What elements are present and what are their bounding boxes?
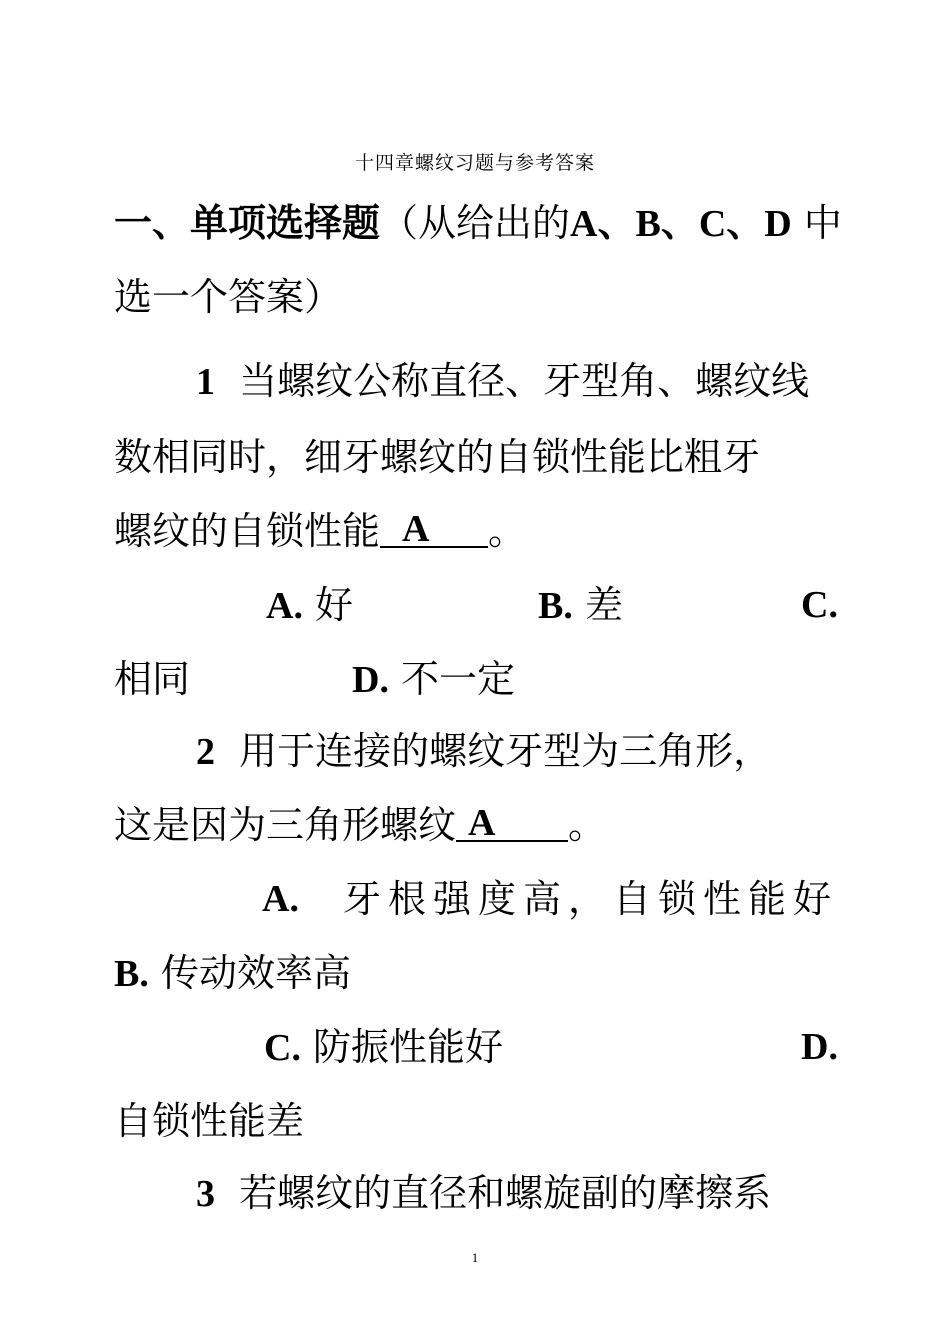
question-1-line3 bbox=[114, 506, 838, 556]
option-2-a bbox=[262, 874, 838, 924]
question-2-prefix: 这是因为三角形螺纹 bbox=[114, 803, 457, 847]
document-title: 十四章螺纹习题与参考答案 bbox=[354, 152, 595, 174]
section-heading bbox=[114, 198, 842, 248]
answer-blank-1 bbox=[380, 506, 488, 548]
answer-1: A bbox=[402, 508, 430, 550]
option-2-b-text: 传动效率高 bbox=[160, 951, 351, 995]
question-3-text-line1: 若螺纹的直径和螺旋副的摩擦系 bbox=[239, 1171, 772, 1215]
option-2-b-letter: B. bbox=[114, 953, 149, 995]
option-2-b bbox=[114, 948, 838, 998]
section-heading-line2: 选一个答案） bbox=[114, 275, 343, 319]
page-number: 1 bbox=[471, 1250, 479, 1265]
option-2-c-letter: C. bbox=[264, 1027, 301, 1069]
question-1-line1 bbox=[196, 356, 838, 406]
question-2-line1 bbox=[196, 726, 838, 776]
question-2-options-row3 bbox=[114, 1022, 838, 1072]
option-2-c bbox=[264, 1022, 503, 1073]
option-1-b bbox=[538, 580, 623, 631]
question-2-text-line1: 用于连接的螺纹牙型为三角形， bbox=[239, 729, 772, 773]
question-1-prefix: 螺纹的自锁性能 bbox=[114, 509, 381, 553]
question-2-number: 2 bbox=[196, 731, 215, 773]
option-1-c-letter: C. bbox=[801, 584, 838, 626]
option-1-b-letter: B. bbox=[538, 585, 573, 627]
question-1-options-row2 bbox=[114, 654, 838, 704]
question-3-line1 bbox=[196, 1168, 838, 1218]
option-2-a-letter: A. bbox=[262, 878, 299, 920]
section-heading-letters: A、B、C、D bbox=[570, 203, 792, 245]
option-2-d-text: 自锁性能差 bbox=[114, 1099, 305, 1143]
question-1-options-row1 bbox=[114, 580, 838, 630]
option-1-d-letter: D. bbox=[352, 659, 389, 701]
question-1-line2: 数相同时，细牙螺纹的自锁性能比粗牙 bbox=[114, 435, 761, 479]
option-2-d-letter: D. bbox=[801, 1026, 838, 1068]
question-3-number: 3 bbox=[196, 1173, 215, 1215]
question-2-line2 bbox=[114, 800, 838, 850]
option-1-a bbox=[266, 580, 353, 631]
answer-2: A bbox=[468, 802, 496, 844]
option-1-d-text: 不一定 bbox=[401, 657, 516, 701]
option-2-c-text: 防振性能好 bbox=[313, 1025, 504, 1069]
question-2-suffix: 。 bbox=[568, 803, 607, 847]
section-heading-rest-b: 中 bbox=[803, 201, 842, 245]
option-1-d bbox=[352, 654, 515, 705]
option-1-b-text: 差 bbox=[584, 583, 623, 627]
option-1-a-text: 好 bbox=[315, 583, 354, 627]
question-1-text-line1: 当螺纹公称直径、牙型角、螺纹线 bbox=[239, 359, 810, 403]
option-2-a-text: 牙根强度高，自锁性能好 bbox=[342, 877, 838, 921]
section-heading-rest-a: （从给出的 bbox=[380, 201, 571, 245]
question-1-number: 1 bbox=[196, 361, 215, 403]
section-heading-bold: 一、单项选择题 bbox=[114, 200, 381, 245]
question-1-suffix: 。 bbox=[488, 509, 527, 553]
option-1-c-text: 相同 bbox=[114, 657, 191, 701]
option-1-a-letter: A. bbox=[266, 585, 303, 627]
answer-blank-2 bbox=[456, 800, 568, 842]
